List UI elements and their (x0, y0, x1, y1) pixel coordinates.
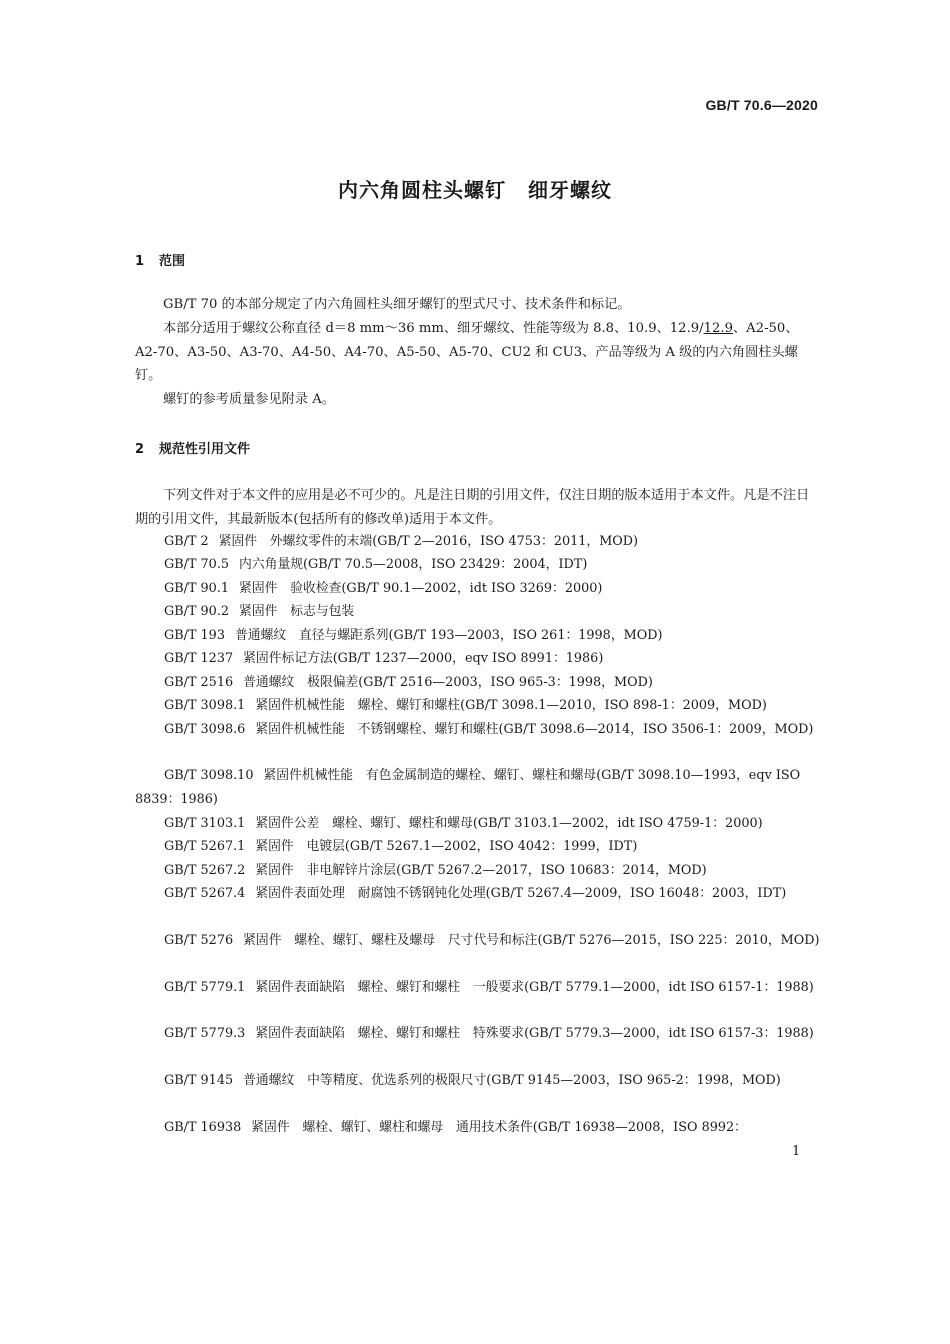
reference-code: GB/T 5267.4 (164, 886, 246, 901)
reference-title: 紧固件 验收检查(GB/T 90.1—2002，idt ISO 3269：2000) (239, 581, 603, 596)
section-title: 范围 (159, 254, 186, 269)
reference-item (135, 530, 820, 554)
scope-paragraph-1: GB/T 70 的本部分规定了内六角圆柱头细牙螺钉的型式尺寸、技术条件和标记。 (163, 297, 631, 312)
reference-code: GB/T 1237 (164, 651, 234, 666)
reference-title: 紧固件标记方法(GB/T 1237—2000，eqv ISO 8991：1986) (243, 651, 604, 666)
reference-title: 普通螺纹 中等精度、优选系列的极限尺寸(GB/T 9145—2003，ISO 965-2：1998，MOD) (243, 1073, 781, 1088)
reference-code: GB/T 3098.10 (164, 768, 254, 783)
reference-item (135, 1116, 820, 1140)
reference-code: GB/T 3098.1 (164, 698, 246, 713)
reference-item (135, 882, 820, 906)
reference-code: GB/T 193 (164, 628, 225, 643)
reference-code: GB/T 2516 (164, 675, 234, 690)
reference-code: GB/T 2 (164, 534, 209, 549)
section-title: 规范性引用文件 (159, 442, 251, 457)
reference-title: 普通螺纹 直径与螺距系列(GB/T 193—2003，ISO 261：1998，MOD) (234, 628, 663, 643)
reference-title: 普通螺纹 极限偏差(GB/T 2516—2003，ISO 965-3：1998，MOD) (243, 675, 653, 690)
title-main: 内六角圆柱头螺钉 (338, 178, 506, 202)
reference-item (135, 929, 820, 953)
reference-item (135, 694, 820, 718)
reference-title: 紧固件 螺栓、螺钉、螺柱和螺母 通用技术条件(GB/T 16938—2008，ISO 8992： (251, 1120, 747, 1135)
reference-code: GB/T 70.5 (164, 557, 230, 572)
section-heading-scope (135, 250, 185, 269)
section-heading-normative-references (135, 438, 250, 457)
document-title (0, 174, 950, 203)
section-number: 2 (135, 442, 145, 457)
reference-code: GB/T 5779.3 (164, 1026, 246, 1041)
underlined-grade: 12.9 (703, 321, 733, 336)
title-sub: 细牙螺纹 (528, 178, 612, 202)
reference-item (135, 1069, 820, 1093)
reference-title: 内六角量规(GB/T 70.5—2008，ISO 23429：2004，IDT) (239, 557, 588, 572)
reference-item (135, 577, 820, 601)
reference-item (135, 764, 820, 811)
reference-title: 紧固件 非电解锌片涂层(GB/T 5267.2—2017，ISO 10683：2014，MOD) (255, 863, 707, 878)
scope-paragraph-2 (135, 317, 820, 388)
reference-code: GB/T 5267.1 (164, 839, 246, 854)
reference-title: 紧固件 螺栓、螺钉、螺柱及螺母 尺寸代号和标注(GB/T 5276—2015，ISO 225：2010，MOD) (243, 933, 820, 948)
standard-number: GB/T 70.6—2020 (705, 97, 818, 113)
reference-code: GB/T 90.1 (164, 581, 230, 596)
reference-code: GB/T 90.2 (164, 604, 230, 619)
reference-title: 紧固件 电镀层(GB/T 5267.1—2002，ISO 4042：1999，IDT) (255, 839, 638, 854)
reference-title: 紧固件机械性能 有色金属制造的螺栓、螺钉、螺柱和螺母(GB/T 3098.10—1993，eqv ISO 8839：1986) (135, 768, 801, 807)
scope-paragraph-3: 螺钉的参考质量参见附录 A。 (163, 392, 335, 407)
reference-code: GB/T 16938 (164, 1120, 242, 1135)
reference-item (135, 976, 820, 1000)
reference-item (135, 624, 820, 648)
reference-code: GB/T 9145 (164, 1073, 234, 1088)
section-number: 1 (135, 254, 145, 269)
reference-item (135, 859, 820, 883)
reference-title: 紧固件表面处理 耐腐蚀不锈钢钝化处理(GB/T 5267.4—2009，ISO 16048：2003，IDT) (255, 886, 787, 901)
reference-item (135, 812, 820, 836)
reference-item (135, 1022, 820, 1046)
reference-item (135, 553, 820, 577)
reference-title: 紧固件机械性能 螺栓、螺钉和螺柱(GB/T 3098.1—2010，ISO 898-1：2009，MOD) (255, 698, 767, 713)
reference-item (135, 600, 820, 624)
reference-code: GB/T 3098.6 (164, 722, 246, 737)
reference-title: 紧固件 标志与包装 (239, 604, 355, 619)
scope-paragraph-2-text-end: 、A2-50、A2-70、A3-50、A3-70、A4-50、A4-70、A5-50、A5-70、CU2 和 CU3、产品等级为 A 级的内六角圆柱头螺钉。 (135, 321, 799, 383)
reference-item (135, 718, 820, 742)
scope-paragraph-2-text: 本部分适用于螺纹公称直径 d＝8 mm～36 mm、细牙螺纹、性能等级为 8.8、10.9、12.9/ (163, 321, 704, 336)
reference-title: 紧固件表面缺陷 螺栓、螺钉和螺柱 特殊要求(GB/T 5779.3—2000，idt ISO 6157-3：1988) (255, 1026, 814, 1041)
reference-title: 紧固件机械性能 不锈钢螺栓、螺钉和螺柱(GB/T 3098.6—2014，ISO 3506-1：2009，MOD) (255, 722, 814, 737)
reference-code: GB/T 5276 (164, 933, 234, 948)
reference-item (135, 647, 820, 671)
reference-item (135, 835, 820, 859)
reference-code: GB/T 5779.1 (164, 980, 246, 995)
reference-title: 紧固件公差 螺栓、螺钉、螺柱和螺母(GB/T 3103.1—2002，idt ISO 4759-1：2000) (255, 816, 763, 831)
references-intro: 下列文件对于本文件的应用是必不可少的。凡是注日期的引用文件，仅注日期的版本适用于本文件。凡是不注日期的引用文件，其最新版本(包括所有的修改单)适用于本文件。 (135, 488, 810, 527)
page-number: 1 (792, 1144, 801, 1159)
reference-title: 紧固件 外螺纹零件的末端(GB/T 2—2016，ISO 4753：2011，MOD) (218, 534, 639, 549)
reference-code: GB/T 3103.1 (164, 816, 246, 831)
reference-title: 紧固件表面缺陷 螺栓、螺钉和螺柱 一般要求(GB/T 5779.1—2000，idt ISO 6157-1：1988) (255, 980, 814, 995)
reference-code: GB/T 5267.2 (164, 863, 246, 878)
reference-item (135, 671, 820, 695)
